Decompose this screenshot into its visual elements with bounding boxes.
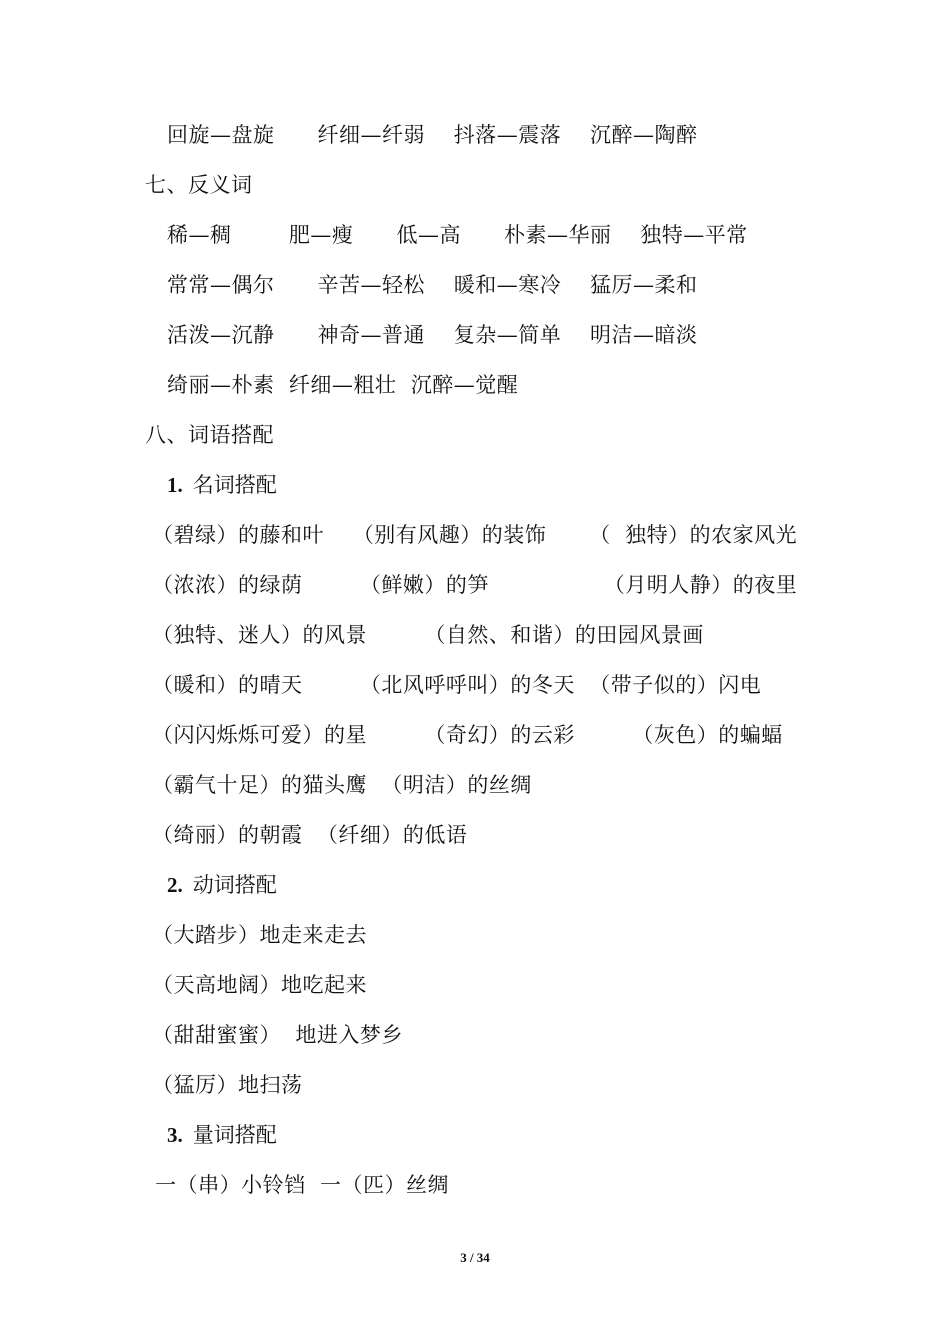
verb-collocation-line: （猛厉）地扫荡 bbox=[152, 1073, 303, 1097]
verb-collocation-line: （天高地阔）地吃起来 bbox=[152, 973, 367, 997]
noun-collocation-line: （浓浓）的绿荫 （鲜嫩）的笋 （月明人静）的夜里 bbox=[152, 573, 798, 597]
antonym-line: 绮丽—朴素 纤细—粗壮 沉醉—觉醒 bbox=[167, 373, 519, 397]
noun-number: 1. bbox=[167, 473, 183, 497]
noun-collocation-line: （碧绿）的藤和叶 （别有风趣）的装饰 （ 独特）的农家风光 bbox=[152, 523, 798, 547]
measure-label: 量词搭配 bbox=[192, 1123, 277, 1147]
synonym-line: 回旋—盘旋 纤细—纤弱 抖落—震落 沉醉—陶醉 bbox=[167, 123, 698, 147]
section-7-title: 七、反义词 bbox=[145, 173, 253, 197]
measure-subheading bbox=[167, 1122, 277, 1148]
noun-collocation-line: （闪闪烁烁可爱）的星 （奇幻）的云彩 （灰色）的蝙蝠 bbox=[152, 723, 783, 747]
verb-collocation-line: （大踏步）地走来走去 bbox=[152, 923, 367, 947]
section-8-title: 八、词语搭配 bbox=[145, 423, 274, 447]
antonym-line: 稀—稠 肥—瘦 低—高 朴素—华丽 独特—平常 bbox=[167, 223, 748, 247]
antonym-line: 常常—偶尔 辛苦—轻松 暖和—寒冷 猛厉—柔和 bbox=[167, 273, 698, 297]
verb-subheading bbox=[167, 872, 277, 898]
verb-label: 动词搭配 bbox=[192, 873, 277, 897]
verb-number: 2. bbox=[167, 873, 183, 897]
measure-collocation-line: 一（串）小铃铛 一（匹）丝绸 bbox=[148, 1173, 450, 1197]
noun-collocation-line: （霸气十足）的猫头鹰 （明洁）的丝绸 bbox=[152, 773, 532, 797]
verb-collocation-line: （甜甜蜜蜜） 地进入梦乡 bbox=[152, 1023, 403, 1047]
noun-subheading bbox=[167, 472, 277, 498]
page-number: 3 / 34 bbox=[460, 1250, 490, 1265]
noun-collocation-line: （绮丽）的朝霞 （纤细）的低语 bbox=[152, 823, 468, 847]
measure-number: 3. bbox=[167, 1123, 183, 1147]
noun-collocation-line: （独特、迷人）的风景 （自然、和谐）的田园风景画 bbox=[152, 623, 704, 647]
antonym-line: 活泼—沉静 神奇—普通 复杂—简单 明洁—暗淡 bbox=[167, 323, 698, 347]
noun-label: 名词搭配 bbox=[192, 473, 277, 497]
noun-collocation-line: （暖和）的晴天 （北风呼呼叫）的冬天 （带子似的）闪电 bbox=[152, 673, 762, 697]
